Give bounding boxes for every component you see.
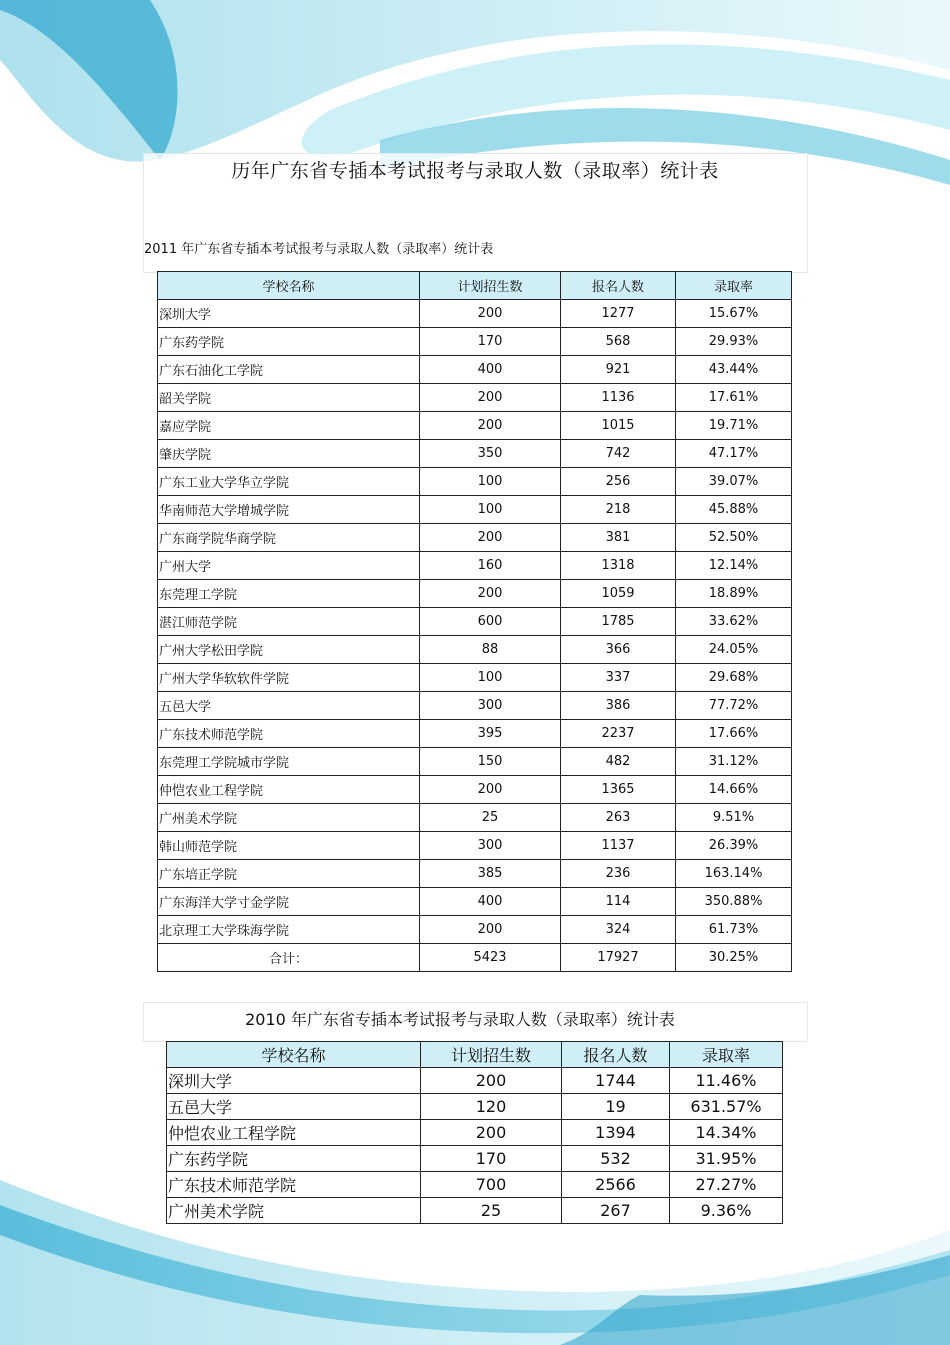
table-row bbox=[158, 300, 792, 328]
applicants-cell: 366 bbox=[561, 636, 676, 664]
table-row bbox=[167, 1068, 783, 1094]
school-name-cell: 湛江师范学院 bbox=[158, 608, 420, 636]
table-2011 bbox=[157, 271, 792, 972]
admission-rate-cell: 14.66% bbox=[676, 776, 792, 804]
school-name-cell: 广东技术师范学院 bbox=[167, 1172, 421, 1198]
planned-enrollment-cell: 100 bbox=[420, 664, 561, 692]
table-row bbox=[158, 608, 792, 636]
table-row bbox=[158, 552, 792, 580]
admission-rate-cell: 163.14% bbox=[676, 860, 792, 888]
admission-rate-cell: 31.12% bbox=[676, 748, 792, 776]
table-row bbox=[167, 1172, 783, 1198]
applicants-cell: 1785 bbox=[561, 608, 676, 636]
table-row bbox=[167, 1094, 783, 1120]
admission-rate-cell: 24.05% bbox=[676, 636, 792, 664]
school-name-cell: 五邑大学 bbox=[167, 1094, 421, 1120]
admission-rate-cell: 9.36% bbox=[670, 1198, 783, 1224]
table-row bbox=[158, 804, 792, 832]
total-row bbox=[158, 944, 792, 972]
admission-rate-cell: 29.93% bbox=[676, 328, 792, 356]
school-name-cell: 广东海洋大学寸金学院 bbox=[158, 888, 420, 916]
table-row bbox=[158, 468, 792, 496]
planned-enrollment-cell: 400 bbox=[420, 888, 561, 916]
table-row bbox=[158, 832, 792, 860]
planned-enrollment-cell: 100 bbox=[420, 468, 561, 496]
applicants-cell: 236 bbox=[561, 860, 676, 888]
table-row bbox=[167, 1120, 783, 1146]
planned-enrollment-cell: 120 bbox=[421, 1094, 562, 1120]
applicants-cell: 742 bbox=[561, 440, 676, 468]
planned-enrollment-cell: 300 bbox=[420, 832, 561, 860]
admission-rate-cell: 29.68% bbox=[676, 664, 792, 692]
total-applicants-cell: 17927 bbox=[561, 944, 676, 972]
table-header-row bbox=[167, 1042, 783, 1068]
table-row bbox=[158, 636, 792, 664]
document-title: 历年广东省专插本考试报考与录取人数（录取率）统计表 bbox=[231, 160, 719, 182]
applicants-cell: 19 bbox=[562, 1094, 670, 1120]
applicants-cell: 568 bbox=[561, 328, 676, 356]
planned-enrollment-cell: 200 bbox=[420, 524, 561, 552]
applicants-cell: 1277 bbox=[561, 300, 676, 328]
applicants-cell: 337 bbox=[561, 664, 676, 692]
total-rate-cell: 30.25% bbox=[676, 944, 792, 972]
applicants-cell: 1137 bbox=[561, 832, 676, 860]
header-admission-rate: 录取率 bbox=[676, 272, 792, 300]
header-planned-enrollment: 计划招生数 bbox=[420, 272, 561, 300]
total-planned-cell: 5423 bbox=[420, 944, 561, 972]
school-name-cell: 嘉应学院 bbox=[158, 412, 420, 440]
school-name-cell: 肇庆学院 bbox=[158, 440, 420, 468]
admission-rate-cell: 350.88% bbox=[676, 888, 792, 916]
applicants-cell: 2566 bbox=[562, 1172, 670, 1198]
planned-enrollment-cell: 300 bbox=[420, 692, 561, 720]
table-row bbox=[158, 524, 792, 552]
table-row bbox=[158, 356, 792, 384]
school-name-cell: 华南师范大学增城学院 bbox=[158, 496, 420, 524]
admission-rate-cell: 47.17% bbox=[676, 440, 792, 468]
admission-rate-cell: 11.46% bbox=[670, 1068, 783, 1094]
school-name-cell: 广州美术学院 bbox=[167, 1198, 421, 1224]
admission-rate-cell: 39.07% bbox=[676, 468, 792, 496]
school-name-cell: 广州大学松田学院 bbox=[158, 636, 420, 664]
admission-rate-cell: 14.34% bbox=[670, 1120, 783, 1146]
planned-enrollment-cell: 160 bbox=[420, 552, 561, 580]
applicants-cell: 263 bbox=[561, 804, 676, 832]
header-applicants: 报名人数 bbox=[562, 1042, 670, 1068]
applicants-cell: 218 bbox=[561, 496, 676, 524]
school-name-cell: 韶关学院 bbox=[158, 384, 420, 412]
admission-rate-cell: 15.67% bbox=[676, 300, 792, 328]
school-name-cell: 深圳大学 bbox=[158, 300, 420, 328]
planned-enrollment-cell: 200 bbox=[420, 776, 561, 804]
applicants-cell: 381 bbox=[561, 524, 676, 552]
school-name-cell: 广东药学院 bbox=[158, 328, 420, 356]
table-2010 bbox=[166, 1041, 783, 1224]
applicants-cell: 114 bbox=[561, 888, 676, 916]
applicants-cell: 1365 bbox=[561, 776, 676, 804]
planned-enrollment-cell: 25 bbox=[421, 1198, 562, 1224]
admission-rate-cell: 61.73% bbox=[676, 916, 792, 944]
planned-enrollment-cell: 200 bbox=[420, 412, 561, 440]
school-name-cell: 广州大学 bbox=[158, 552, 420, 580]
planned-enrollment-cell: 400 bbox=[420, 356, 561, 384]
total-label-cell: 合计： bbox=[158, 944, 420, 972]
admission-rate-cell: 17.61% bbox=[676, 384, 792, 412]
admission-rate-cell: 52.50% bbox=[676, 524, 792, 552]
header-planned-enrollment: 计划招生数 bbox=[421, 1042, 562, 1068]
school-name-cell: 广东药学院 bbox=[167, 1146, 421, 1172]
admission-rate-cell: 33.62% bbox=[676, 608, 792, 636]
applicants-cell: 1059 bbox=[561, 580, 676, 608]
school-name-cell: 深圳大学 bbox=[167, 1068, 421, 1094]
applicants-cell: 482 bbox=[561, 748, 676, 776]
admission-rate-cell: 9.51% bbox=[676, 804, 792, 832]
admission-rate-cell: 19.71% bbox=[676, 412, 792, 440]
school-name-cell: 仲恺农业工程学院 bbox=[158, 776, 420, 804]
table-row bbox=[158, 664, 792, 692]
school-name-cell: 广州大学华软软件学院 bbox=[158, 664, 420, 692]
admission-rate-cell: 17.66% bbox=[676, 720, 792, 748]
planned-enrollment-cell: 700 bbox=[421, 1172, 562, 1198]
planned-enrollment-cell: 200 bbox=[420, 384, 561, 412]
planned-enrollment-cell: 150 bbox=[420, 748, 561, 776]
applicants-cell: 386 bbox=[561, 692, 676, 720]
planned-enrollment-cell: 200 bbox=[420, 916, 561, 944]
planned-enrollment-cell: 170 bbox=[420, 328, 561, 356]
table-row bbox=[158, 328, 792, 356]
section-2010-title: 2010 年广东省专插本考试报考与录取人数（录取率）统计表 bbox=[245, 1010, 675, 1029]
table-row bbox=[158, 720, 792, 748]
applicants-cell: 256 bbox=[561, 468, 676, 496]
header-school-name: 学校名称 bbox=[167, 1042, 421, 1068]
table-row bbox=[167, 1198, 783, 1224]
admission-rate-cell: 77.72% bbox=[676, 692, 792, 720]
table-row bbox=[158, 860, 792, 888]
school-name-cell: 东莞理工学院 bbox=[158, 580, 420, 608]
admission-rate-cell: 43.44% bbox=[676, 356, 792, 384]
school-name-cell: 广东工业大学华立学院 bbox=[158, 468, 420, 496]
planned-enrollment-cell: 170 bbox=[421, 1146, 562, 1172]
school-name-cell: 东莞理工学院城市学院 bbox=[158, 748, 420, 776]
planned-enrollment-cell: 350 bbox=[420, 440, 561, 468]
applicants-cell: 324 bbox=[561, 916, 676, 944]
planned-enrollment-cell: 385 bbox=[420, 860, 561, 888]
planned-enrollment-cell: 200 bbox=[420, 580, 561, 608]
planned-enrollment-cell: 200 bbox=[420, 300, 561, 328]
admission-rate-cell: 31.95% bbox=[670, 1146, 783, 1172]
header-school-name: 学校名称 bbox=[158, 272, 420, 300]
school-name-cell: 五邑大学 bbox=[158, 692, 420, 720]
applicants-cell: 1744 bbox=[562, 1068, 670, 1094]
planned-enrollment-cell: 88 bbox=[420, 636, 561, 664]
planned-enrollment-cell: 395 bbox=[420, 720, 561, 748]
admission-rate-cell: 12.14% bbox=[676, 552, 792, 580]
table-row bbox=[158, 916, 792, 944]
school-name-cell: 广州美术学院 bbox=[158, 804, 420, 832]
table-header-row bbox=[158, 272, 792, 300]
applicants-cell: 1394 bbox=[562, 1120, 670, 1146]
table-row bbox=[158, 748, 792, 776]
school-name-cell: 广东技术师范学院 bbox=[158, 720, 420, 748]
admission-rate-cell: 26.39% bbox=[676, 832, 792, 860]
planned-enrollment-cell: 600 bbox=[420, 608, 561, 636]
table-row bbox=[158, 692, 792, 720]
table-row bbox=[167, 1146, 783, 1172]
planned-enrollment-cell: 200 bbox=[421, 1068, 562, 1094]
applicants-cell: 1015 bbox=[561, 412, 676, 440]
school-name-cell: 广东石油化工学院 bbox=[158, 356, 420, 384]
admission-rate-cell: 18.89% bbox=[676, 580, 792, 608]
applicants-cell: 532 bbox=[562, 1146, 670, 1172]
school-name-cell: 韩山师范学院 bbox=[158, 832, 420, 860]
applicants-cell: 1136 bbox=[561, 384, 676, 412]
header-applicants: 报名人数 bbox=[561, 272, 676, 300]
planned-enrollment-cell: 100 bbox=[420, 496, 561, 524]
planned-enrollment-cell: 25 bbox=[420, 804, 561, 832]
admission-rate-cell: 45.88% bbox=[676, 496, 792, 524]
school-name-cell: 仲恺农业工程学院 bbox=[167, 1120, 421, 1146]
table-row bbox=[158, 580, 792, 608]
table-row bbox=[158, 440, 792, 468]
section-2011-title: 2011 年广东省专插本考试报考与录取人数（录取率）统计表 bbox=[144, 242, 494, 257]
admission-rate-cell: 27.27% bbox=[670, 1172, 783, 1198]
planned-enrollment-cell: 200 bbox=[421, 1120, 562, 1146]
header-admission-rate: 录取率 bbox=[670, 1042, 783, 1068]
applicants-cell: 2237 bbox=[561, 720, 676, 748]
table-row bbox=[158, 384, 792, 412]
applicants-cell: 267 bbox=[562, 1198, 670, 1224]
table-row bbox=[158, 412, 792, 440]
school-name-cell: 广东商学院华商学院 bbox=[158, 524, 420, 552]
applicants-cell: 1318 bbox=[561, 552, 676, 580]
admission-rate-cell: 631.57% bbox=[670, 1094, 783, 1120]
school-name-cell: 北京理工大学珠海学院 bbox=[158, 916, 420, 944]
school-name-cell: 广东培正学院 bbox=[158, 860, 420, 888]
table-row bbox=[158, 888, 792, 916]
table-row bbox=[158, 776, 792, 804]
applicants-cell: 921 bbox=[561, 356, 676, 384]
table-row bbox=[158, 496, 792, 524]
